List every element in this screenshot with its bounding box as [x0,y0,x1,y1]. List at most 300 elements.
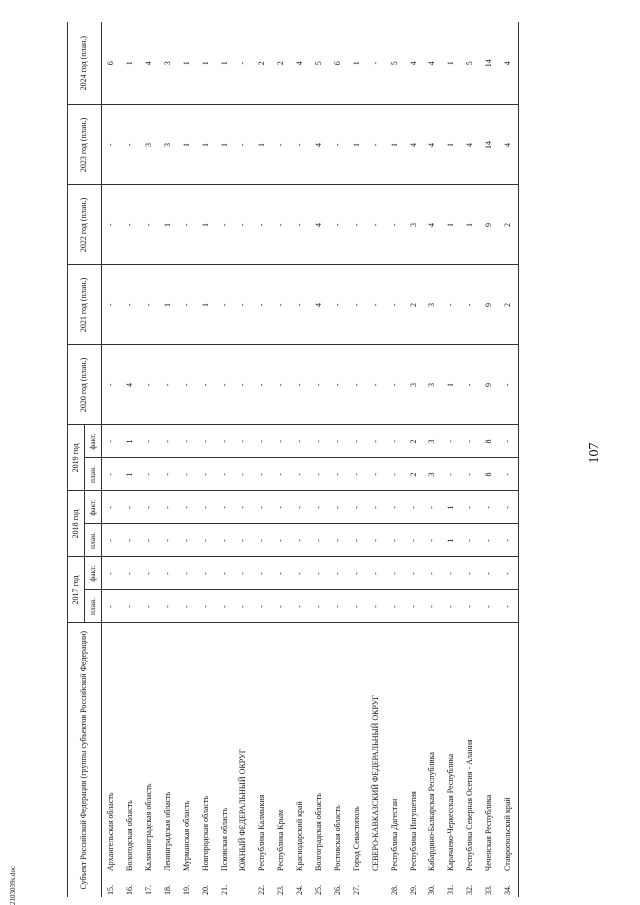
row-value-cell: - [385,590,404,623]
row-value-cell: - [291,524,310,557]
row-value-cell: - [121,557,140,590]
row-value-cell: - [159,491,178,524]
row-value-cell: 14 [480,105,499,185]
row-value-cell: - [196,458,215,491]
row-value-cell: - [423,491,442,524]
row-value-cell: 1 [196,265,215,345]
row-value-cell: - [329,524,348,557]
row-value-cell: - [310,458,329,491]
row-subject-name: Вологодская область [125,800,135,871]
row-value-cell: - [348,590,367,623]
row-value-cell: - [272,557,291,590]
row-value-cell: - [366,22,385,105]
row-value-cell: - [234,557,253,590]
table-row [310,22,329,897]
row-value-cell: - [499,345,518,425]
row-value-cell: 4 [140,22,159,105]
row-value-cell: 1 [385,105,404,185]
subheader-fact: факт. [85,491,102,524]
row-number: 32. [465,885,475,895]
table-row [196,22,215,897]
row-value-cell: 4 [499,105,518,185]
row-value-cell: - [215,491,234,524]
row-value-cell: - [404,524,423,557]
row-value-cell: - [178,458,197,491]
row-value-cell: - [215,557,234,590]
row-value-cell: 4 [310,185,329,265]
table-row [121,22,140,897]
row-value-cell: - [196,345,215,425]
row-number: 29. [408,885,418,895]
row-subject-name: Ленинградская область [162,791,172,871]
row-value-cell: 1 [159,265,178,345]
row-value-cell: - [348,458,367,491]
row-value-cell: - [253,345,272,425]
row-value-cell: - [196,557,215,590]
row-value-cell: - [215,425,234,458]
row-subject-name: Республика Калмыкия [257,794,267,871]
row-value-cell: - [178,265,197,345]
row-value-cell: - [480,491,499,524]
row-value-cell: - [234,105,253,185]
row-value-cell: - [102,491,121,524]
row-value-cell: - [442,590,461,623]
row-number: 24. [295,885,305,895]
row-value-cell: - [215,265,234,345]
row-value-cell: 4 [310,105,329,185]
row-number: 22. [257,885,267,895]
row-number: 16. [125,885,135,895]
row-value-cell: 1 [215,22,234,105]
row-value-cell: 4 [423,185,442,265]
row-value-cell: - [461,425,480,458]
row-value-cell: - [366,345,385,425]
row-number: 18. [162,885,172,895]
row-value-cell: - [329,458,348,491]
table-row [423,22,442,897]
row-value-cell: - [272,524,291,557]
table-row [404,22,423,897]
row-value-cell: - [291,105,310,185]
row-value-cell: 1 [121,22,140,105]
row-value-cell: - [178,524,197,557]
row-value-cell: - [121,105,140,185]
row-value-cell: - [366,185,385,265]
header-subject: Субъект Российской Федерации (группы субъектов Российской Федерации) [68,623,102,897]
row-value-cell: 1 [121,458,140,491]
row-value-cell: 2 [404,458,423,491]
row-number: 19. [181,885,191,895]
table-row [253,22,272,897]
row-value-cell: - [234,458,253,491]
row-number [234,873,253,897]
row-value-cell: - [178,491,197,524]
row-value-cell: - [385,458,404,491]
row-value-cell: - [366,557,385,590]
row-value-cell: - [215,524,234,557]
row-value-cell: - [461,557,480,590]
row-value-cell: 6 [329,22,348,105]
header-2021: 2021 год (план.) [68,265,102,345]
row-value-cell: - [272,458,291,491]
row-value-cell: - [442,425,461,458]
row-value-cell: - [121,185,140,265]
row-value-cell: - [196,425,215,458]
row-value-cell: 1 [196,185,215,265]
row-number: 17. [144,885,154,895]
row-subject-name: Кабардино-Балкарская Республика [427,752,437,871]
row-value-cell: - [480,557,499,590]
row-subject-name: Волгоградская область [314,793,324,871]
row-value-cell: - [442,458,461,491]
row-value-cell: - [291,265,310,345]
row-value-cell: - [499,524,518,557]
row-value-cell: - [366,458,385,491]
row-value-cell: - [329,425,348,458]
row-value-cell: - [253,524,272,557]
row-value-cell: - [404,590,423,623]
row-subject-name: СЕВЕРО-КАВКАЗСКИЙ ФЕДЕРАЛЬНЫЙ ОКРУГ [370,695,380,871]
row-value-cell: - [348,185,367,265]
row-number: 27. [351,885,361,895]
row-value-cell: 3 [423,425,442,458]
row-value-cell: 5 [310,22,329,105]
row-subject-name: Город Севастополь [351,806,361,871]
row-value-cell: - [329,105,348,185]
row-value-cell: - [102,345,121,425]
row-value-cell: - [291,425,310,458]
subheader-plan: план. [85,458,102,491]
row-value-cell: 4 [423,105,442,185]
row-value-cell: - [310,557,329,590]
table-row [480,22,499,897]
row-value-cell: - [121,491,140,524]
row-value-cell: - [102,185,121,265]
table-row [461,22,480,897]
row-value-cell: - [348,345,367,425]
row-value-cell: 1 [253,105,272,185]
row-value-cell: - [291,185,310,265]
row-subject-name: Ставропольский край [499,623,518,873]
row-value-cell: 2 [253,22,272,105]
row-value-cell: 1 [442,105,461,185]
row-subject-name: ЮЖНЫЙ ФЕДЕРАЛЬНЫЙ ОКРУГ [238,748,248,871]
row-value-cell: - [461,345,480,425]
row-value-cell: - [329,491,348,524]
row-value-cell: - [423,524,442,557]
row-value-cell: - [423,557,442,590]
row-value-cell: 4 [461,105,480,185]
table-row [159,22,178,897]
row-value-cell: 2 [272,22,291,105]
row-subject-name: Краснодарский край [295,801,305,871]
row-value-cell: 4 [423,22,442,105]
row-value-cell: - [272,185,291,265]
row-number: 34. [499,873,518,897]
row-value-cell: - [178,185,197,265]
row-value-cell: 8 [480,425,499,458]
row-value-cell: - [178,425,197,458]
row-value-cell: - [385,524,404,557]
table-row [272,22,291,897]
row-value-cell: 1 [348,22,367,105]
page-number: 107 [587,442,602,464]
row-value-cell: - [366,265,385,345]
header-year-2019: 2019 год [68,425,85,491]
row-value-cell: - [140,590,159,623]
row-value-cell: 1 [196,22,215,105]
row-value-cell: - [234,524,253,557]
row-value-cell: - [140,491,159,524]
row-value-cell: - [102,425,121,458]
row-value-cell: 6 [102,22,121,105]
row-value-cell: - [159,557,178,590]
row-value-cell: - [178,345,197,425]
row-value-cell: 3 [159,22,178,105]
row-value-cell: 3 [404,345,423,425]
row-value-cell: 3 [423,345,442,425]
row-value-cell: - [310,524,329,557]
row-subject-name: Калининградская область [144,783,154,871]
row-value-cell: 14 [480,22,499,105]
row-value-cell: 5 [461,22,480,105]
row-value-cell: - [366,105,385,185]
row-value-cell: - [291,557,310,590]
table-row [348,22,367,897]
table-row [385,22,404,897]
row-subject-name: Карачаево-Черкесская Республика [446,753,456,871]
row-value-cell: - [272,491,291,524]
row-value-cell: - [234,345,253,425]
row-value-cell: 9 [480,265,499,345]
row-value-cell: - [253,425,272,458]
row-value-cell: 3 [140,105,159,185]
row-value-cell: 1 [461,185,480,265]
row-value-cell: - [366,524,385,557]
row-value-cell: 1 [178,105,197,185]
row-value-cell: 9 [480,345,499,425]
row-value-cell: - [385,425,404,458]
row-value-cell: - [291,458,310,491]
row-value-cell: 1 [159,185,178,265]
row-value-cell: - [253,458,272,491]
row-value-cell: - [253,265,272,345]
row-value-cell: - [291,345,310,425]
row-value-cell: - [461,458,480,491]
row-value-cell: - [442,265,461,345]
row-number: 25. [314,885,324,895]
row-value-cell: 4 [404,105,423,185]
data-table [67,22,519,897]
row-value-cell: - [140,557,159,590]
subheader-fact: факт. [85,557,102,590]
row-number: 20. [200,885,210,895]
row-value-cell: 1 [442,491,461,524]
row-value-cell: 8 [480,458,499,491]
row-value-cell: - [385,185,404,265]
row-value-cell: - [272,265,291,345]
row-value-cell: - [234,590,253,623]
row-subject-name: Ростовская область [332,805,342,871]
row-value-cell: - [159,425,178,458]
row-value-cell: - [140,265,159,345]
row-value-cell: - [423,590,442,623]
header-2023: 2023 год (план.) [68,105,102,185]
row-value-cell: - [178,557,197,590]
row-value-cell: - [140,345,159,425]
row-value-cell: - [348,425,367,458]
row-value-cell: 3 [423,265,442,345]
row-value-cell: - [329,557,348,590]
row-value-cell: - [385,265,404,345]
row-number [366,873,385,897]
table-row [499,22,518,897]
row-value-cell: - [461,491,480,524]
row-value-cell: 3 [159,105,178,185]
row-subject-name: Республика Ингушетия [408,791,418,871]
row-value-cell: - [499,491,518,524]
row-subject-name: Мурманская область [181,800,191,871]
row-subject-name: Новгородская область [200,795,210,871]
row-number: 28. [389,885,399,895]
row-value-cell: - [196,590,215,623]
row-value-cell: 4 [499,22,518,105]
row-value-cell: - [385,345,404,425]
row-value-cell: - [102,265,121,345]
row-value-cell: - [196,524,215,557]
row-value-cell: - [366,590,385,623]
row-value-cell: - [272,345,291,425]
row-subject-name: Архангельская область [106,792,116,871]
row-value-cell: - [310,590,329,623]
row-value-cell: - [159,590,178,623]
table-row [102,22,121,897]
subheader-plan: план. [85,590,102,623]
row-value-cell: - [215,590,234,623]
row-value-cell: - [385,557,404,590]
subheader-plan: план. [85,524,102,557]
row-value-cell: - [140,524,159,557]
row-value-cell: 5 [385,22,404,105]
header-year-2017: 2017 год [68,557,85,623]
row-value-cell: 1 [348,105,367,185]
row-value-cell: - [461,590,480,623]
row-value-cell: - [234,425,253,458]
table-row [329,22,348,897]
row-value-cell: 4 [121,345,140,425]
table-row [366,22,385,897]
row-number: 21. [219,885,229,895]
row-value-cell: - [310,345,329,425]
row-value-cell: - [234,265,253,345]
table-row [178,22,197,897]
row-value-cell: - [140,185,159,265]
row-value-cell: - [253,491,272,524]
row-value-cell: - [102,105,121,185]
row-subject-name: Псковская область [219,807,229,871]
row-value-cell: - [253,557,272,590]
row-value-cell: 1 [442,345,461,425]
row-value-cell: - [121,590,140,623]
row-value-cell: - [404,491,423,524]
row-subject-name: Республика Крым [276,809,286,871]
row-value-cell: 4 [404,22,423,105]
row-subject-name: Чеченская Республика [484,794,494,871]
row-value-cell: - [121,524,140,557]
row-value-cell: - [329,185,348,265]
row-value-cell: - [404,557,423,590]
row-number: 33. [484,885,494,895]
row-value-cell: - [348,524,367,557]
row-value-cell: - [499,425,518,458]
row-value-cell: - [291,590,310,623]
row-value-cell: - [140,458,159,491]
row-value-cell: - [480,524,499,557]
row-value-cell: - [348,557,367,590]
row-value-cell: - [329,345,348,425]
row-value-cell: - [348,265,367,345]
row-value-cell: - [215,458,234,491]
row-value-cell: 9 [480,185,499,265]
row-number: 26. [332,885,342,895]
row-value-cell: - [159,458,178,491]
row-value-cell: - [461,524,480,557]
row-value-cell: - [234,491,253,524]
header-2024: 2024 год (план.) [68,22,102,105]
row-value-cell: - [348,491,367,524]
row-value-cell: - [310,425,329,458]
row-value-cell: - [159,345,178,425]
row-number: 30. [427,885,437,895]
row-value-cell: - [215,345,234,425]
row-value-cell: - [140,425,159,458]
table-row [291,22,310,897]
row-value-cell: 1 [178,22,197,105]
row-value-cell: - [196,491,215,524]
subheader-fact: факт. [85,425,102,458]
row-value-cell: - [102,557,121,590]
row-value-cell: - [461,265,480,345]
row-value-cell: 4 [291,22,310,105]
row-value-cell: 2 [404,425,423,458]
row-value-cell: - [102,458,121,491]
row-value-cell: - [385,491,404,524]
row-value-cell: - [234,22,253,105]
row-value-cell: - [442,557,461,590]
row-value-cell: 1 [215,105,234,185]
row-value-cell: - [102,590,121,623]
table-row [140,22,159,897]
row-value-cell: 1 [442,524,461,557]
row-subject-name: Республика Северная Осетия - Алания [465,739,475,871]
row-value-cell: - [499,458,518,491]
row-value-cell: - [329,265,348,345]
row-value-cell: - [329,590,348,623]
row-value-cell: 1 [121,425,140,458]
row-value-cell: - [272,425,291,458]
row-value-cell: - [159,524,178,557]
row-value-cell: - [102,524,121,557]
header-2022: 2022 год (план.) [68,185,102,265]
row-value-cell: - [499,557,518,590]
row-value-cell: 1 [442,185,461,265]
row-value-cell: 2 [404,265,423,345]
row-subject-name: Республика Дагестан [389,798,399,871]
row-value-cell: - [366,425,385,458]
row-value-cell: - [253,185,272,265]
row-number: 15. [106,885,116,895]
row-value-cell: - [310,491,329,524]
